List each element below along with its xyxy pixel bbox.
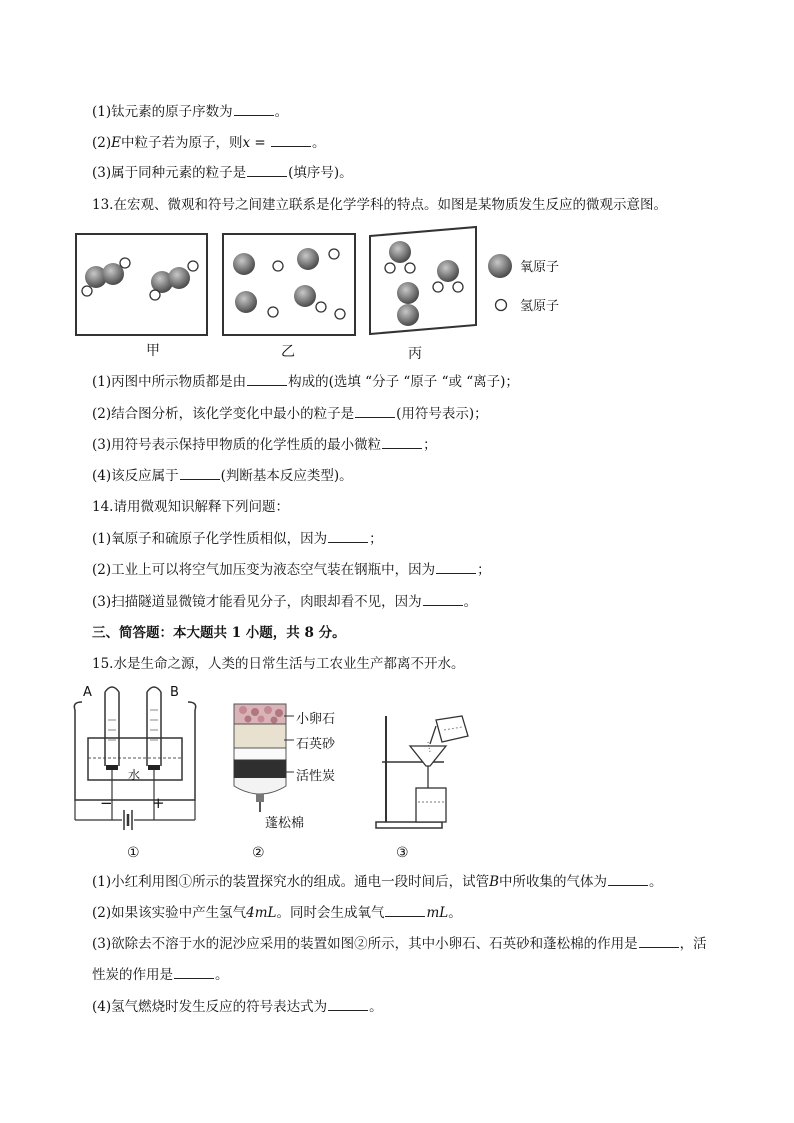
q12-sub1 [92, 102, 288, 122]
q15-sub3-line2 [92, 965, 229, 985]
oxygen-atom [397, 304, 419, 326]
tube-b-label: B [170, 685, 179, 700]
box-label-jia: 甲 [146, 343, 160, 359]
q15-sub1-end: 。 [649, 874, 663, 890]
q13-sub1 [92, 372, 519, 392]
tube-b-ref: B [489, 874, 500, 890]
figure-ref: ① [178, 874, 193, 890]
hydrogen-atom [273, 261, 283, 271]
box-bing [368, 224, 480, 338]
q13-sub4 [92, 466, 353, 486]
unit-ml: mL [426, 905, 449, 921]
answer-blank[interactable] [382, 435, 422, 449]
answer-blank[interactable] [247, 163, 287, 177]
q14-sub2-text: (2)工业上可以将空气加压变为液态空气装在钢瓶中，因为 [92, 562, 436, 578]
legend-hydrogen-label: 氢原子 [520, 299, 560, 314]
legend-oxygen-icon [486, 252, 514, 280]
hydrogen-atom [405, 263, 415, 273]
q13-sub1-text: (1)丙图中所示物质都是由 [92, 374, 247, 390]
figure-1-number: ① [127, 845, 140, 861]
electrolysis-apparatus [70, 680, 200, 830]
q13-stem: 13.在宏观、微观和符号之间建立联系是化学学科的特点。如图是某物质发生反应的微观示意图。 [92, 197, 667, 213]
q15-sub1-text: (1)小红利用图 [92, 874, 179, 890]
q15-sub1 [92, 872, 663, 892]
q13-sub1-end: 构成的(选填 “分子 “原子 “或 “离子)； [288, 374, 519, 390]
q13-sub3-text: (3)用符号表示保持甲物质的化学性质的最小微粒 [92, 437, 382, 453]
answer-blank[interactable] [436, 560, 476, 574]
q15-sub1-mid: 所示的装置探究水的组成。通电一段时间后，试管 [192, 874, 490, 890]
hydrogen-amount: 4mL [246, 905, 277, 921]
oxygen-atom [168, 267, 190, 289]
q12-sub3 [92, 163, 353, 183]
hydrogen-atom [433, 282, 443, 292]
q12-sub3-text: (3)属于同种元素的粒子是 [92, 165, 247, 181]
oxygen-atom [294, 285, 316, 307]
oxygen-atom [297, 248, 319, 270]
figure-3-number: ③ [396, 845, 409, 861]
q15-sub3 [92, 934, 707, 954]
q15-sub3-text: (3)欲除去不溶于水的泥沙应采用的装置如图②所示，其中小卵石、石英砂和蓬松棉的作用是 [92, 936, 638, 952]
q14-sub1 [92, 529, 383, 549]
hydrogen-atom [120, 258, 130, 268]
q12-sub2-end: 。 [312, 135, 326, 151]
oxygen-atom [233, 253, 255, 275]
answer-blank[interactable] [234, 102, 274, 116]
answer-blank[interactable] [328, 529, 368, 543]
q15-sub2 [92, 903, 462, 923]
q13-sub3 [92, 435, 437, 455]
q15-sub3-end: ，活 [679, 936, 707, 952]
variable-x: x [242, 135, 251, 151]
q15-sub4-text: (4)氢气燃烧时发生反应的符号表达式为 [92, 999, 328, 1015]
answer-blank[interactable] [608, 872, 648, 886]
particle-e-label: E [111, 135, 121, 151]
q15-sub1-tail: 中所收集的气体为 [499, 874, 608, 890]
q15-sub2-mid: 。同时会生成氧气 [276, 905, 385, 921]
q15-sub3-line2-end: 。 [215, 967, 229, 983]
answer-blank[interactable] [271, 133, 311, 147]
legend-oxygen-label: 氧原子 [520, 260, 560, 275]
q14-sub2 [92, 560, 491, 580]
q14-sub3 [92, 592, 477, 612]
q13-sub2 [92, 404, 488, 424]
q12-sub1-text: (1)钛元素的原子序数为 [92, 104, 233, 120]
q13-sub3-end: ； [423, 437, 437, 453]
hydrogen-atom [453, 282, 463, 292]
legend-hydrogen-icon [493, 297, 509, 313]
q14-stem: 14.请用微观知识解释下列问题： [92, 499, 289, 515]
section-title: 三、简答题：本大题共 1 小题，共 8 分。 [92, 625, 346, 641]
oxygen-atom [397, 282, 419, 304]
answer-blank[interactable] [174, 965, 214, 979]
oxygen-atom [437, 260, 459, 282]
plus-terminal: + [152, 794, 165, 812]
box-label-bing: 丙 [408, 346, 422, 362]
q13-sub2-text: (2)结合图分析，该化学变化中最小的粒子是 [92, 406, 355, 422]
q15-sub3-line2-text: 性炭的作用是 [92, 967, 173, 983]
q12-sub1-end: 。 [274, 104, 289, 120]
q14-sub3-text: (3)扫描隧道显微镜才能看见分子，肉眼却看不见，因为 [92, 594, 422, 610]
quartz-sand-label: 石英砂 [296, 737, 336, 752]
hydrogen-atom [82, 286, 92, 296]
box-label-yi: 乙 [281, 344, 295, 360]
activated-carbon-label: 活性炭 [296, 769, 336, 784]
minus-terminal: − [100, 794, 113, 812]
q15-sub4-end: 。 [369, 999, 383, 1015]
q14-sub1-text: (1)氧原子和硫原子化学性质相似，因为 [92, 531, 328, 547]
molecules-yi [222, 233, 356, 335]
answer-blank[interactable] [328, 997, 368, 1011]
oxygen-atom [389, 241, 411, 263]
q13-sub4-text: (4)该反应属于 [92, 468, 179, 484]
q14-sub2-end: ； [477, 562, 491, 578]
q13-sub4-end: (判断基本反应类型)。 [220, 468, 353, 484]
q14-sub3-end: 。 [463, 594, 478, 610]
tube-a-label: A [83, 685, 92, 700]
hydrogen-atom [268, 307, 278, 317]
answer-blank[interactable] [639, 934, 679, 948]
q15-stem: 15.水是生命之源，人类的日常生活与工农业生产都离不开水。 [92, 656, 465, 672]
hydrogen-atom [329, 249, 339, 259]
q14-sub1-end: ； [369, 531, 383, 547]
q12-sub2-text: 中粒子若为原子，则 [120, 135, 243, 151]
q15-sub2-text: (2)如果该实验中产生氢气 [92, 905, 247, 921]
q12-sub2 [92, 133, 326, 153]
equals-sign: = [250, 135, 271, 151]
molecules-jia [75, 233, 207, 335]
answer-blank[interactable] [247, 372, 287, 386]
hydrogen-atom [385, 263, 395, 273]
hydrogen-atom [188, 261, 198, 271]
filter-pointers [284, 710, 296, 780]
q12-sub2-num: (2) [92, 135, 112, 151]
hydrogen-atom [150, 290, 160, 300]
hydrogen-atom [316, 302, 326, 312]
water-label: 水 [128, 768, 141, 782]
answer-blank[interactable] [355, 404, 395, 418]
answer-blank[interactable] [385, 903, 425, 917]
q15-sub4 [92, 997, 383, 1017]
figure-2-number: ② [252, 845, 265, 861]
q12-sub3-end: (填序号)。 [288, 165, 353, 181]
cotton-label: 蓬松棉 [265, 816, 305, 831]
hydrogen-atom [335, 309, 345, 319]
answer-blank[interactable] [423, 592, 463, 606]
q15-sub2-end: 。 [448, 905, 462, 921]
answer-blank[interactable] [180, 466, 220, 480]
oxygen-atom [235, 291, 257, 313]
filtration-setup [372, 702, 482, 832]
q13-sub2-end: (用符号表示)； [396, 406, 488, 422]
pebbles-label: 小卵石 [296, 712, 336, 727]
